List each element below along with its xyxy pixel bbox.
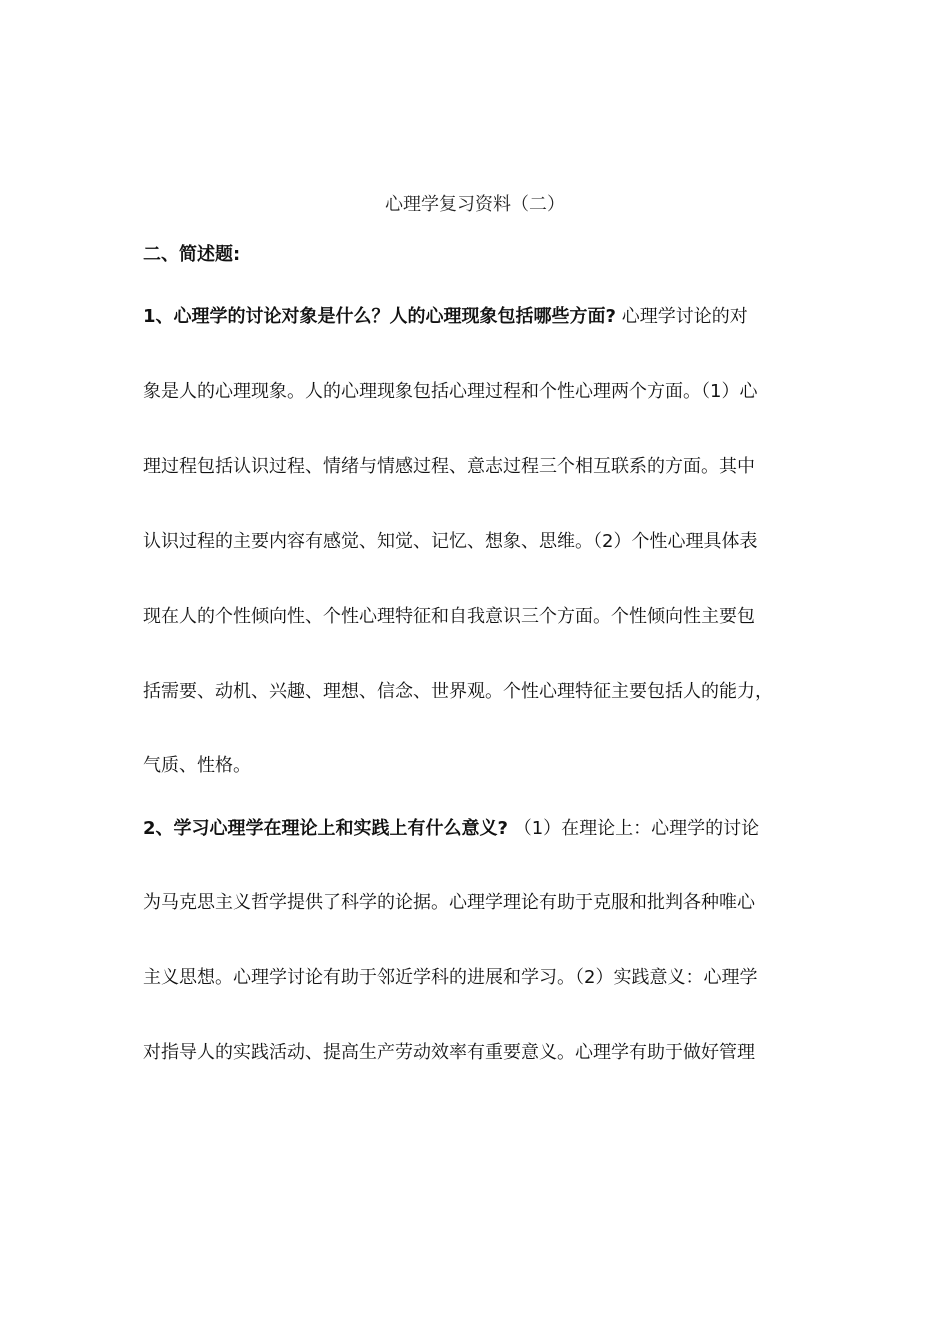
q2-answer-line: 为马克思主义哲学提供了科学的论据。心理学理论有助于克服和批判各种唯心 [143, 892, 755, 913]
q2-answer-start: （1）在理论上：心理学的讨论 [507, 818, 760, 839]
q2-answer-line: 对指导人的实践活动、提高生产劳动效率有重要意义。心理学有助于做好管理 [143, 1042, 755, 1063]
q1-answer-start: 心理学讨论的对 [615, 306, 748, 327]
q1-question: 1、心理学的讨论对象是什么？人的心理现象包括哪些方面? [143, 306, 616, 327]
q2-answer-line: 主义思想。心理学讨论有助于邻近学科的进展和学习。（2）实践意义：心理学 [143, 967, 758, 988]
q1-answer-line: 象是人的心理现象。人的心理现象包括心理过程和个性心理两个方面。（1）心 [143, 381, 758, 402]
section-heading: 二、简述题: [143, 244, 241, 265]
q1-answer-line: 认识过程的主要内容有感觉、知觉、记忆、想象、思维。（2）个性心理具体表 [143, 531, 758, 552]
q2-question: 2、学习心理学在理论上和实践上有什么意义? [143, 818, 508, 839]
q1-answer-line: 气质、性格。 [143, 755, 251, 776]
document-title: 心理学复习资料（二） [385, 194, 565, 215]
q1-answer-line: 括需要、动机、兴趣、理想、信念、世界观。个性心理特征主要包括人的能力， [143, 681, 773, 702]
q2-first-line [143, 815, 813, 843]
q1-first-line [143, 303, 813, 331]
q1-answer-line: 现在人的个性倾向性、个性心理特征和自我意识三个方面。个性倾向性主要包 [143, 606, 755, 627]
q1-answer-line: 理过程包括认识过程、情绪与情感过程、意志过程三个相互联系的方面。其中 [143, 456, 755, 477]
